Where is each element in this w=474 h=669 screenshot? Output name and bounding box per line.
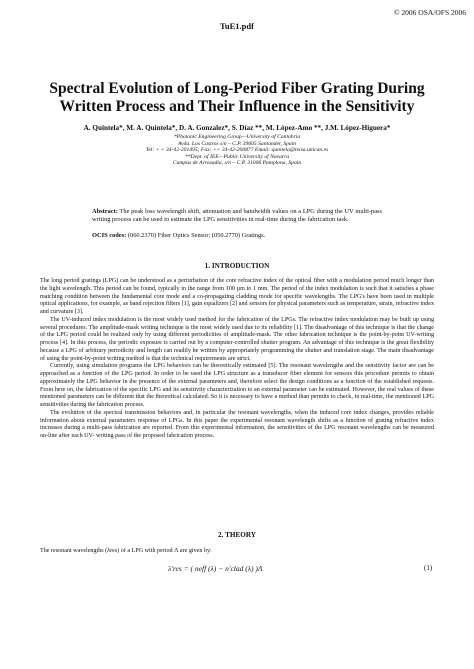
section-heading-introduction: 1. INTRODUCTION <box>204 262 270 270</box>
paper-title <box>40 80 434 116</box>
intro-paragraph: The UV-induced index modulation is the most widely used method for the fabrication of the LPGs. The refractive index modulation may be built up using several procedures. The amplitude-mask writing technique is the most widely used due to its reliability [1]. The disadvantage of this technique is that the change of the LPG period could be realized only by using different periodicities of amplitude-mask. The other fabrication technique is the point-by-point UV-writing process [4]. In this process, the periodic exposure is carried out by a computer-controlled shutter program. An advantage of this technique is the great flexibility because a LPG of arbitrary periodicity and length can readily be written by appropriately programming the shutter and translation stage. The main disadvantage of using the point-by-point writing method is that the technical requirements are strict. <box>40 316 434 362</box>
affiliation-line: Campus de Arrosadia, s/n – C.P. 31006 Pamplona, Spain <box>172 160 302 167</box>
ocis-codes <box>92 232 382 240</box>
author-list: A. Quintela*, M. A. Quintela*, D. A. Gonzalez*, S. Díaz **, M. López-Amo **, J.M. López-Higuera* <box>83 124 391 132</box>
theory-body <box>40 548 434 556</box>
affiliation-line: **Dept. of IEE—Public University of Navarra <box>184 153 290 160</box>
copyright-notice: © 2006 OSA/OFS 2006 <box>393 8 466 17</box>
ocis-text: (060.2370) Fiber Optics Sensor; (050.2770) Gratings. <box>127 232 266 239</box>
pdf-filename: TuE1.pdf <box>220 21 254 31</box>
intro-paragraph: Currently, using simulation programs the LPG behaviors can be theoretically estimated [5]. The resonant wavelengths and the sensitivity factor are can be approached as a function of the LPG period. In order to be used the LPG structure as a transducer fiber element for sensors this procedure permits to obtain approximately the LPG behavior in the presence of the external parameters and, therefore select the design conditions as a function of the established requests. From here on, the fabrication of the specific LPG and its sensitivity characterization to an external parameter can be estimated. However, the real values of these mentioned parameters can be different that the theoretical calculated. So it is necessary to have a method than permits to check, in real-time, the mentioned LPG sensitivities during the fabrication process. <box>40 363 434 408</box>
title-line-2: Written Process and Their Influence in the Sensitivity <box>59 98 415 115</box>
equation-number: (1) <box>424 564 433 572</box>
affiliation-line: Avda. Los Castros s/n – C.P. 39005 Santander, Spain <box>177 140 297 147</box>
ocis-label: OCIS codes: <box>92 232 127 239</box>
affiliations <box>60 134 414 167</box>
abstract-text: The peak loss wavelength shift, attenuation and bandwidth values on a LPG during the UV multi-pass writing process can be used to estimate the LPG sensitivities in real-time during the fabrication task. <box>92 208 382 223</box>
theory-paragraph: The resonant wavelengths (λres) of a LPG with period Λ are given by: <box>40 548 212 554</box>
intro-paragraph: The evolution of the spectral transmission behaviors and, in particular the resonant wavelengths, when the induced core index changes, provides reliable information about external parameters response of LPGs. In this paper the experimental resonant wavelength shifts as a function of grating refractive index increases during a multi-pass fabrication are reported. From this experimental information, the sensitivities of the LPG resonant wavelengths can be measured on-line after each UV- writing pass of the proposed fabrication process. <box>40 409 434 439</box>
intro-paragraph: The long period gratings (LPG) can be understood as a perturbation of the core refractive index of the optical fiber with a modulation period much longer than the light wavelength. This period can be found, typically in the range from 100 µm to 1 mm. The period of the index modulation is such that it satisfies a phase matching condition between the fundamental core mode and a co-propagating cladding mode for specific wavelengths. The LPG's have been used in multiple optical applications, for example, as band rejection filters [1], gain equalizers [2] and sensors for physical parameters such as temperature, strain, refractive index and curvature [3]. <box>40 278 434 315</box>
affiliation-line: Tel: + + 34-42-201495; Fax: ++ 34-42-200877 Email: quintela@teisa.unican.es <box>145 147 329 154</box>
abstract <box>92 208 382 224</box>
section-heading-theory: 2. THEORY <box>218 531 256 539</box>
equation-1: λ'res = ( neff (λ) − n'clad (λ) )Λ <box>168 564 263 573</box>
title-line-1: Spectral Evolution of Long-Period Fiber Grating During <box>49 80 425 97</box>
introduction-body <box>40 278 434 441</box>
abstract-label: Abstract: <box>92 208 118 215</box>
affiliation-line: *Photonic Engineering Group—University of Cantabria <box>173 134 301 140</box>
